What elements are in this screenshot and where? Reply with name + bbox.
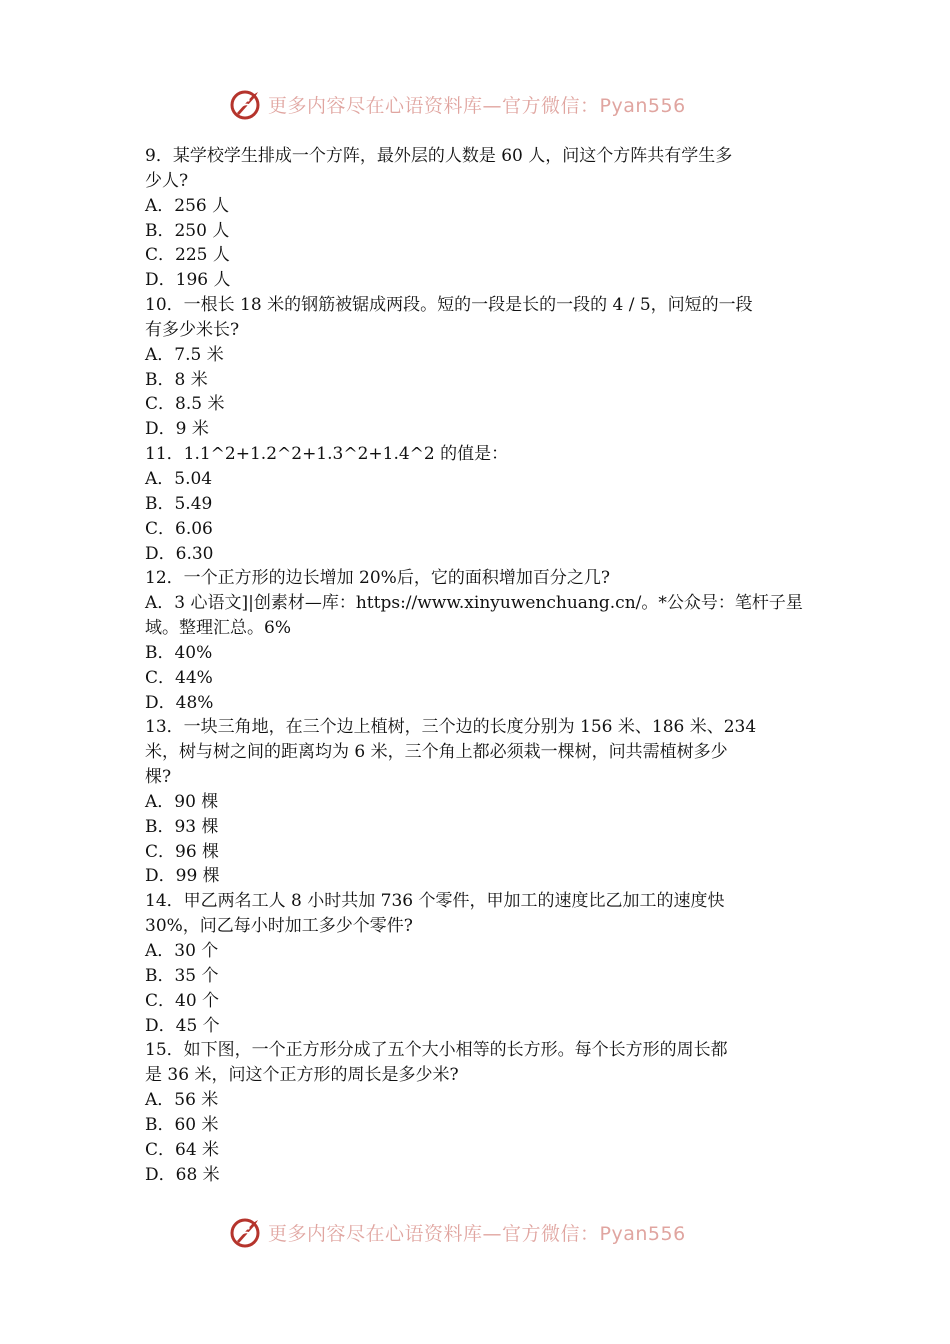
question-item (145, 566, 809, 715)
answer-option-text: B．8 米 (145, 369, 208, 390)
pen-logo-icon (228, 86, 264, 122)
question-text-line: 有多少米长? (145, 319, 240, 340)
answer-option-text: D．48% (145, 692, 214, 713)
answer-option-text: A．3 心语文]|创素材—库：https://www.xinyuwenchuang.cn/。*公众号：笔杆子星 (145, 593, 803, 614)
question-item (145, 293, 809, 442)
answer-option-text: C．225 人 (145, 245, 230, 266)
answer-option-text: C．64 米 (145, 1139, 220, 1160)
answer-option-text: A．90 棵 (145, 791, 219, 812)
answer-option (145, 343, 809, 368)
answer-option-text: C．96 棵 (145, 841, 220, 862)
answer-option (145, 268, 809, 293)
question-text-line: 15．如下图，一个正方形分成了五个大小相等的长方形。每个长方形的周长都 (145, 1040, 728, 1061)
answer-option-text: 域。整理汇总。6% (145, 618, 291, 639)
answer-option (145, 864, 809, 889)
answer-option-text: D．6.30 (145, 543, 214, 564)
question-text-line: 13．一块三角地，在三个边上植树，三个边的长度分别为 156 米、186 米、234 (145, 717, 757, 738)
answer-option (145, 790, 809, 815)
answer-option-text: C．44% (145, 667, 213, 688)
answer-option (145, 691, 809, 716)
answer-option (145, 467, 809, 492)
answer-option (145, 517, 809, 542)
answer-option (145, 194, 809, 219)
answer-option (145, 989, 809, 1014)
banner-text: 更多内容尽在心语资料库—官方微信：Pyan556 (268, 1222, 686, 1245)
answer-option-text: B．5.49 (145, 493, 213, 514)
answer-option (145, 1163, 809, 1188)
answer-option-text: B．35 个 (145, 965, 219, 986)
answer-option-text: A．30 个 (145, 941, 219, 961)
answer-option-text: D．68 米 (145, 1164, 220, 1185)
answer-option (145, 666, 809, 691)
answer-option-text: B．60 米 (145, 1114, 219, 1135)
banner-text: 更多内容尽在心语资料库—官方微信：Pyan556 (268, 94, 686, 117)
header-banner (228, 84, 748, 124)
answer-option (145, 417, 809, 442)
question-item (145, 715, 809, 889)
answer-option-text: A．256 人 (145, 195, 230, 216)
answer-option-text: B．93 棵 (145, 816, 219, 837)
question-text-line: 12．一个正方形的边长增加 20%后，它的面积增加百分之几? (145, 568, 610, 589)
answer-option (145, 368, 809, 393)
answer-option-text: A．7.5 米 (145, 344, 224, 365)
answer-option (145, 542, 809, 567)
answer-option-text: D．9 米 (145, 419, 209, 440)
answer-option-text: A．56 米 (145, 1090, 219, 1111)
answer-option-text: B．40% (145, 642, 213, 663)
question-text-line: 棵? (145, 767, 172, 788)
question-text-line: 11．1.1^2+1.2^2+1.3^2+1.4^2 的值是： (145, 444, 509, 465)
answer-option (145, 815, 809, 840)
answer-option (145, 1113, 809, 1138)
answer-option (145, 1138, 809, 1163)
answer-option-text: B．250 人 (145, 220, 230, 241)
answer-option (145, 591, 809, 641)
footer-banner (228, 1212, 748, 1252)
answer-option-text: C．6.06 (145, 518, 213, 539)
question-text-line: 米，树与树之间的距离均为 6 米，三个角上都必须栽一棵树，问共需植树多少 (145, 742, 728, 763)
answer-option-text: D．45 个 (145, 1015, 220, 1036)
pen-logo-icon (228, 1214, 264, 1250)
question-text-line: 是 36 米，问这个正方形的周长是多少米? (145, 1065, 459, 1086)
question-list (145, 144, 809, 1187)
answer-option (145, 392, 809, 417)
answer-option-text: C．8.5 米 (145, 394, 225, 415)
answer-option (145, 1088, 809, 1113)
question-text-line: 10．一根长 18 米的钢筋被锯成两段。短的一段是长的一段的 4 / 5，问短的一段 (145, 295, 753, 316)
question-item (145, 144, 809, 293)
answer-option (145, 492, 809, 517)
answer-option (145, 243, 809, 268)
answer-option-text: D．99 棵 (145, 866, 220, 887)
answer-option (145, 641, 809, 666)
question-text-line: 少人? (145, 170, 189, 191)
answer-option (145, 964, 809, 989)
answer-option (145, 939, 809, 964)
answer-option (145, 1014, 809, 1039)
answer-option-text: C．40 个 (145, 990, 220, 1011)
question-item (145, 889, 809, 1038)
answer-option (145, 219, 809, 244)
question-text-line: 9．某学校学生排成一个方阵，最外层的人数是 60 人，问这个方阵共有学生多 (145, 146, 733, 166)
answer-option-text: D．196 人 (145, 270, 231, 291)
answer-option (145, 840, 809, 865)
question-text-line: 14．甲乙两名工人 8 小时共加 736 个零件，甲加工的速度比乙加工的速度快 (145, 891, 725, 912)
question-text-line: 30%，问乙每小时加工多少个零件? (145, 916, 413, 937)
answer-option-text: A．5.04 (145, 468, 213, 489)
question-item (145, 442, 809, 566)
question-item (145, 1038, 809, 1187)
